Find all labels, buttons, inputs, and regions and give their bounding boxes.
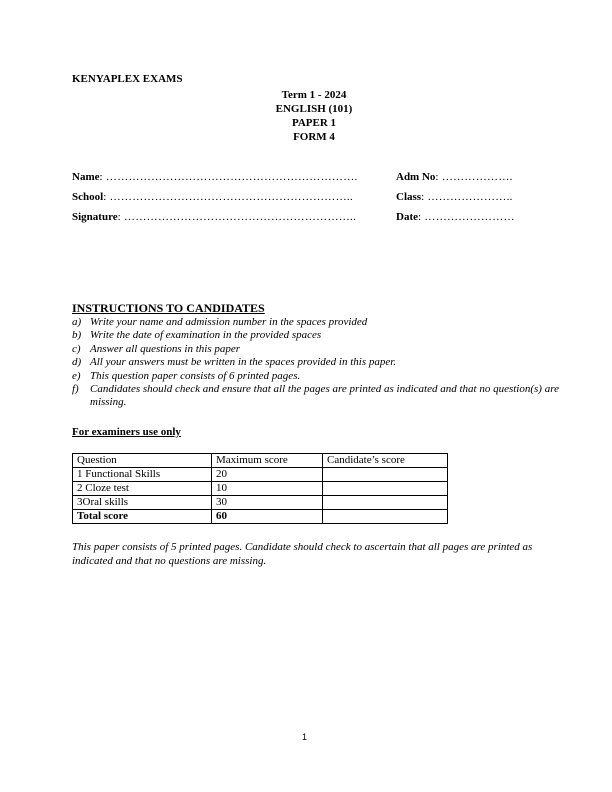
instructions-title: INSTRUCTIONS TO CANDIDATES — [72, 301, 265, 315]
paper-heading — [214, 88, 414, 144]
header-question: Question — [73, 454, 212, 468]
page-number: 1 — [302, 732, 308, 742]
candidate-score-cell[interactable] — [323, 496, 448, 510]
instruction-marker: b) — [72, 329, 82, 342]
candidate-score-cell[interactable] — [323, 482, 448, 496]
class-dots: : ………………….. — [421, 191, 513, 203]
max-score-cell: 20 — [212, 468, 323, 482]
instructions-list — [72, 316, 572, 410]
brand-title: KENYAPLEX EXAMS — [72, 73, 183, 85]
form-line: FORM 4 — [293, 131, 335, 143]
name-field[interactable] — [72, 171, 358, 183]
school-dots: : ……………………………………………………….. — [103, 191, 353, 203]
name-dots: : …………………………………………………………. — [99, 171, 358, 183]
subject-line: ENGLISH (101) — [275, 103, 353, 115]
date-label: Date — [396, 211, 418, 223]
examiners-title: For examiners use only — [72, 426, 181, 438]
instruction-marker: e) — [72, 369, 81, 382]
name-label: Name — [72, 171, 100, 183]
date-dots: : …………………… — [418, 211, 515, 223]
instruction-text: Answer all questions in this paper — [90, 342, 241, 355]
class-field[interactable] — [396, 191, 513, 203]
instruction-item — [72, 356, 572, 369]
signature-dots: : …………………………………………………….. — [117, 211, 357, 223]
header-candidate-score: Candidate’s score — [323, 454, 448, 468]
max-score-cell: 10 — [212, 482, 323, 496]
table-row — [73, 496, 448, 510]
instruction-text: All your answers must be written in the spaces provided in this paper. — [90, 356, 397, 369]
instruction-marker: a) — [72, 316, 82, 328]
score-table — [72, 453, 448, 524]
class-label: Class — [396, 191, 422, 203]
instruction-item — [72, 383, 572, 410]
instruction-item — [72, 370, 572, 383]
footnote: This paper consists of 5 printed pages. Candidate should check to ascertain that all pages are printed as indicated and that no questions are missing. — [72, 541, 533, 567]
school-label: School — [72, 191, 104, 203]
table-total-row — [73, 510, 448, 524]
question-cell: 1 Functional Skills — [73, 468, 212, 482]
adm-no-field[interactable] — [396, 171, 513, 183]
instruction-marker: d) — [72, 356, 82, 369]
date-field[interactable] — [396, 211, 515, 223]
table-row — [73, 468, 448, 482]
instruction-text: This question paper consists of 6 printed pages. — [90, 369, 301, 382]
instruction-text: Candidates should check and ensure that all the pages are printed as indicated and that no question(s) are missing. — [90, 383, 559, 409]
paper-line: PAPER 1 — [291, 117, 337, 129]
total-candidate-cell[interactable] — [323, 510, 448, 524]
signature-label: Signature — [72, 211, 118, 223]
total-value-cell: 60 — [212, 510, 323, 524]
question-cell: 3Oral skills — [73, 496, 212, 510]
signature-field[interactable] — [72, 211, 356, 223]
term-line: Term 1 - 2024 — [281, 89, 347, 101]
max-score-cell: 30 — [212, 496, 323, 510]
table-row — [73, 482, 448, 496]
instruction-item — [72, 329, 572, 342]
instruction-marker: f) — [72, 383, 79, 396]
adm-no-label: Adm No — [396, 171, 436, 183]
table-header-row — [73, 454, 448, 468]
school-field[interactable] — [72, 191, 353, 203]
header-max-score: Maximum score — [212, 454, 323, 468]
candidate-score-cell[interactable] — [323, 468, 448, 482]
instruction-text: Write your name and admission number in the spaces provided — [90, 316, 368, 328]
question-cell: 2 Cloze test — [73, 482, 212, 496]
instruction-text: Write the date of examination in the provided spaces — [90, 329, 322, 342]
total-label-cell: Total score — [73, 510, 212, 524]
instruction-item — [72, 343, 572, 356]
instruction-item — [72, 316, 572, 329]
instruction-marker: c) — [72, 342, 81, 355]
adm-no-dots: : ………………. — [435, 171, 513, 183]
